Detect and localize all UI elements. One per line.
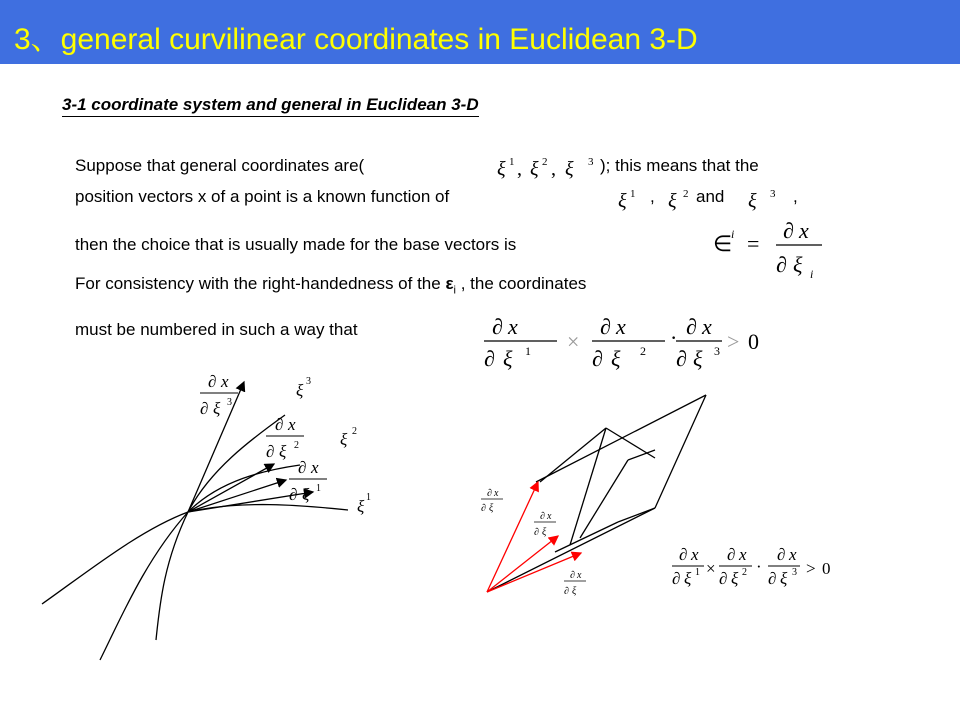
svg-text:∂: ∂ [719,569,728,588]
svg-text:∂: ∂ [727,545,736,564]
svg-text:x: x [311,458,319,477]
svg-text:∂: ∂ [686,314,697,339]
svg-text:,: , [517,158,522,180]
svg-text:∂: ∂ [768,569,777,588]
base-vector-formula [713,218,822,281]
section-subtitle: 3-1 coordinate system and general in Euclidean 3-D [62,95,479,117]
svg-text:ξ: ξ [279,442,287,461]
svg-text:∂: ∂ [487,488,492,499]
svg-text:ξ: ξ [618,190,627,212]
svg-text:>: > [806,559,816,578]
svg-text:ξ: ξ [572,586,577,597]
svg-text:∂: ∂ [534,527,539,538]
svg-text:∂: ∂ [777,545,786,564]
svg-text:ξ: ξ [684,569,692,588]
body-line-3: then the choice that is usually made for the base vectors is [75,235,517,254]
svg-text:x: x [221,372,229,391]
svg-text:∂: ∂ [679,545,688,564]
svg-text:x: x [799,218,809,243]
svg-text:∂: ∂ [266,442,275,461]
svg-text:·: · [756,557,762,576]
svg-text:ξ: ξ [693,346,703,371]
svg-text:∂: ∂ [600,314,611,339]
svg-text:x: x [577,570,582,581]
svg-text:∂: ∂ [776,252,787,277]
body-line-5: must be numbered in such a way that [75,320,358,339]
xi-triple-formula [497,156,594,180]
svg-text:∂: ∂ [672,569,681,588]
svg-text:0: 0 [748,329,759,354]
svg-text:∂: ∂ [208,372,217,391]
body-line-2a: position vectors x of a point is a known function of [75,187,450,206]
svg-text:1: 1 [509,156,515,168]
svg-text:ξ: ξ [611,346,621,371]
svg-text:ξ: ξ [213,399,221,418]
svg-text:1: 1 [525,344,531,358]
body-line-2d: , [793,187,798,206]
svg-text:∂: ∂ [570,570,575,581]
svg-text:x: x [547,511,552,522]
body-line-1a: Suppose that general coordinates are( [75,156,365,175]
svg-text:∂: ∂ [298,458,307,477]
svg-text:ξ: ξ [668,190,677,212]
svg-text:1: 1 [630,188,636,200]
svg-text:ξ: ξ [340,430,348,449]
svg-text:2: 2 [542,156,548,168]
svg-text:x: x [616,314,626,339]
svg-text:3: 3 [306,376,311,387]
svg-text:ξ: ξ [565,158,574,180]
svg-text:·: · [670,325,678,350]
svg-text:ξ: ξ [489,503,494,514]
svg-text:ξ: ξ [357,497,365,516]
svg-text:x: x [789,545,797,564]
svg-text:∂: ∂ [676,346,687,371]
svg-text:ξ: ξ [542,527,547,538]
svg-text:x: x [494,488,499,499]
svg-text:2: 2 [640,344,646,358]
svg-text:∈: ∈ [713,231,733,256]
svg-text:∂: ∂ [783,218,794,243]
svg-text:∂: ∂ [275,415,284,434]
svg-text:3: 3 [770,188,776,200]
handedness-condition-formula [484,314,759,371]
slide-title: 3、general curvilinear coordinates in Euclidean 3-D [14,23,698,56]
svg-text:ξ: ξ [302,485,310,504]
body-line-4b: , the coordinates [460,274,587,293]
body-line-2c: and [696,187,725,206]
svg-text:2: 2 [294,440,299,451]
xi-inline-line2 [618,188,776,212]
svg-text:∂: ∂ [200,399,209,418]
body-line-1b: ); this means that the [600,156,759,175]
curvilinear-diagram [42,372,371,660]
epsilon-subscript: i [453,284,456,297]
svg-text:ξ: ξ [497,158,506,180]
svg-text:2: 2 [683,188,689,200]
svg-text:×: × [567,329,580,354]
body-line-4a: For consistency with the right-handedness of the [75,274,441,293]
svg-text:ξ: ξ [731,569,739,588]
svg-text:x: x [508,314,518,339]
svg-text:∂: ∂ [564,586,569,597]
svg-text:×: × [706,559,716,578]
svg-text:>: > [727,329,740,354]
svg-text:x: x [288,415,296,434]
svg-text:2: 2 [352,426,357,437]
svg-text:i: i [810,267,814,281]
svg-text:ξ: ξ [296,381,304,400]
svg-text:3: 3 [714,344,720,358]
svg-text:1: 1 [695,567,700,578]
svg-text:ξ: ξ [503,346,513,371]
svg-text:,: , [551,158,556,180]
svg-text:3: 3 [588,156,594,168]
body-line-2b: , [650,187,655,206]
svg-text:∂: ∂ [540,511,545,522]
svg-text:1: 1 [366,492,371,503]
svg-text:ξ: ξ [793,252,803,277]
svg-text:=: = [747,231,760,256]
parallelepiped-condition-formula [672,545,831,588]
svg-text:2: 2 [742,567,747,578]
svg-text:ξ: ξ [530,158,539,180]
svg-text:1: 1 [316,483,321,494]
svg-text:∂: ∂ [484,346,495,371]
epsilon-symbol: ε [445,274,454,293]
svg-text:x: x [702,314,712,339]
svg-text:x: x [691,545,699,564]
parallelepiped-diagram [481,395,831,597]
svg-text:ξ: ξ [748,190,757,212]
svg-text:i: i [731,227,735,241]
svg-text:∂: ∂ [492,314,503,339]
svg-text:∂: ∂ [592,346,603,371]
svg-text:∂: ∂ [289,485,298,504]
svg-text:∂: ∂ [481,503,486,514]
svg-text:ξ: ξ [780,569,788,588]
svg-text:3: 3 [792,567,797,578]
svg-text:0: 0 [822,559,831,578]
svg-text:x: x [739,545,747,564]
svg-text:3: 3 [227,397,232,408]
